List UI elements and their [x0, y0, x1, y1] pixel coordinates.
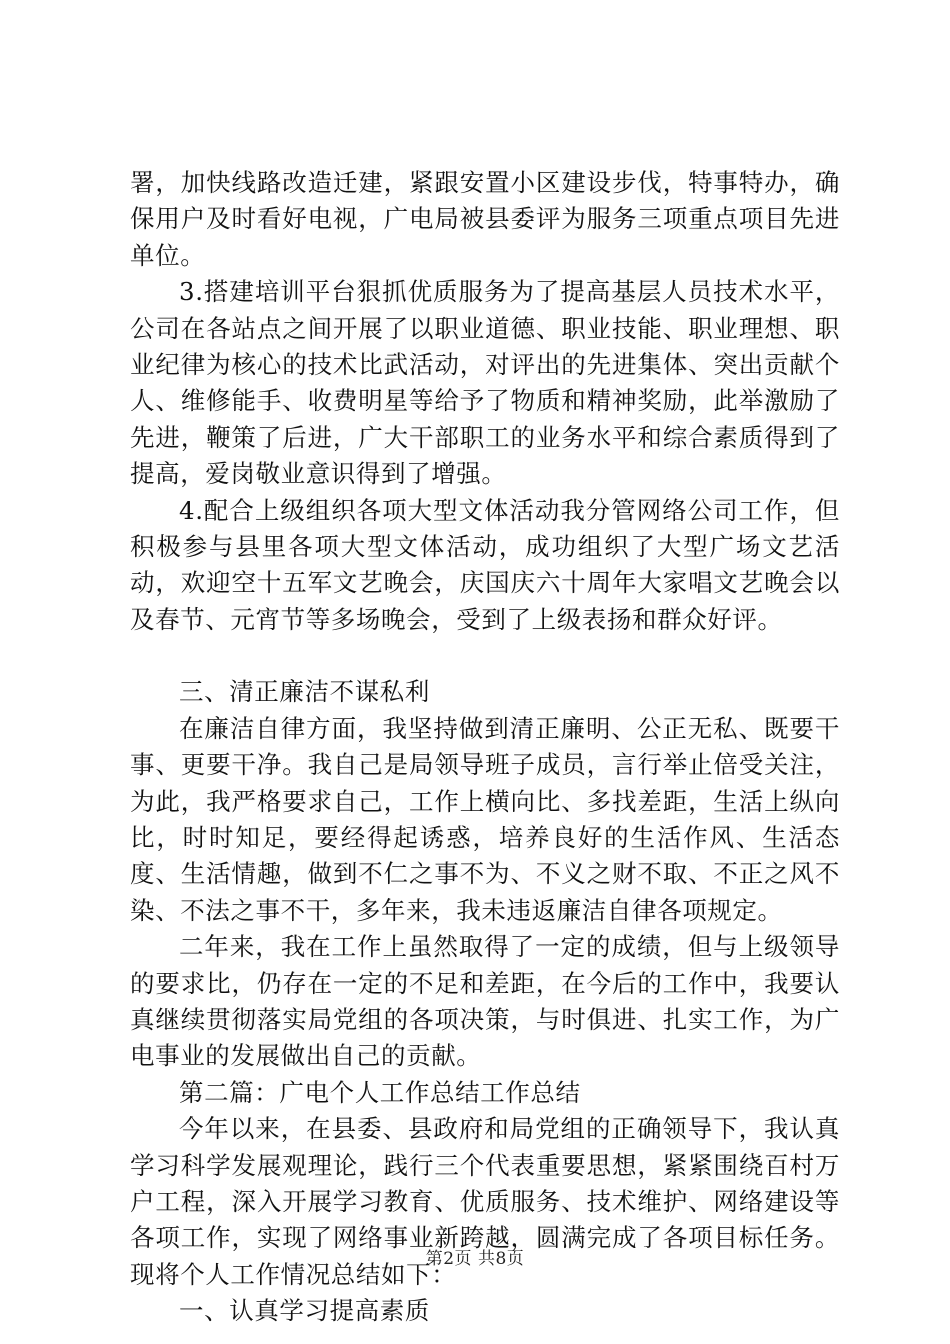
paragraph-conclusion: 二年来，我在工作上虽然取得了一定的成绩，但与上级领导的要求比，仍存在一定的不足和差距，在今后的工作中，我要认真继续贯彻落实局党组的各项决策，与时俱进、扎实工作，为广电事业的发展做出自己的贡献。	[130, 932, 840, 1071]
page-footer	[0, 1244, 950, 1269]
document-body	[130, 165, 840, 1330]
page-number-label: 第2页 共8页	[425, 1249, 525, 1269]
paragraph-intro: 今年以来，在县委、县政府和局党组的正确领导下，我认真学习科学发展观理论，践行三个代表重要思想，紧紧围绕百村万户工程，深入开展学习教育、优质服务、技术维护、网络建设等各项工作，实现了网络事业新跨越，圆满完成了各项目标任务。现将个人工作情况总结如下：	[130, 1114, 840, 1289]
section-heading-1: 一、认真学习提高素质	[179, 1296, 430, 1326]
chapter-heading-2: 第二篇：广电个人工作总结工作总结	[179, 1077, 581, 1107]
paragraph-continuation: 署，加快线路改造迁建，紧跟安置小区建设步伐，特事特办，确保用户及时看好电视，广电局被县委评为服务三项重点项目先进单位。	[130, 168, 840, 270]
section-heading-3: 三、清正廉洁不谋私利	[179, 677, 430, 707]
paragraph-item-4: 4.配合上级组织各项大型文体活动我分管网络公司工作，但积极参与县里各项大型文体活动，成功组织了大型广场文艺活动，欢迎空十五军文艺晚会，庆国庆六十周年大家唱文艺晚会以及春节、元宵节等多场晚会，受到了上级表扬和群众好评。	[130, 495, 840, 634]
paragraph-integrity: 在廉洁自律方面，我坚持做到清正廉明、公正无私、既要干事、更要干净。我自己是局领导班子成员，言行举止倍受关注，为此，我严格要求自己，工作上横向比、多找差距，生活上纵向比，时时知足，要经得起诱惑，培养良好的生活作风、生活态度、生活情趣，做到不仁之事不为、不义之财不取、不正之风不染、不法之事不干，多年来，我未违返廉洁自律各项规定。	[130, 713, 840, 925]
paragraph-item-3: 3.搭建培训平台狠抓优质服务为了提高基层人员技术水平，公司在各站点之间开展了以职业道德、职业技能、职业理想、职业纪律为核心的技术比武活动，对评出的先进集体、突出贡献个人、维修能手、收费明星等给予了物质和精神奖励，此举激励了先进，鞭策了后进，广大干部职工的业务水平和综合素质得到了提高，爱岗敬业意识得到了增强。	[130, 277, 840, 489]
